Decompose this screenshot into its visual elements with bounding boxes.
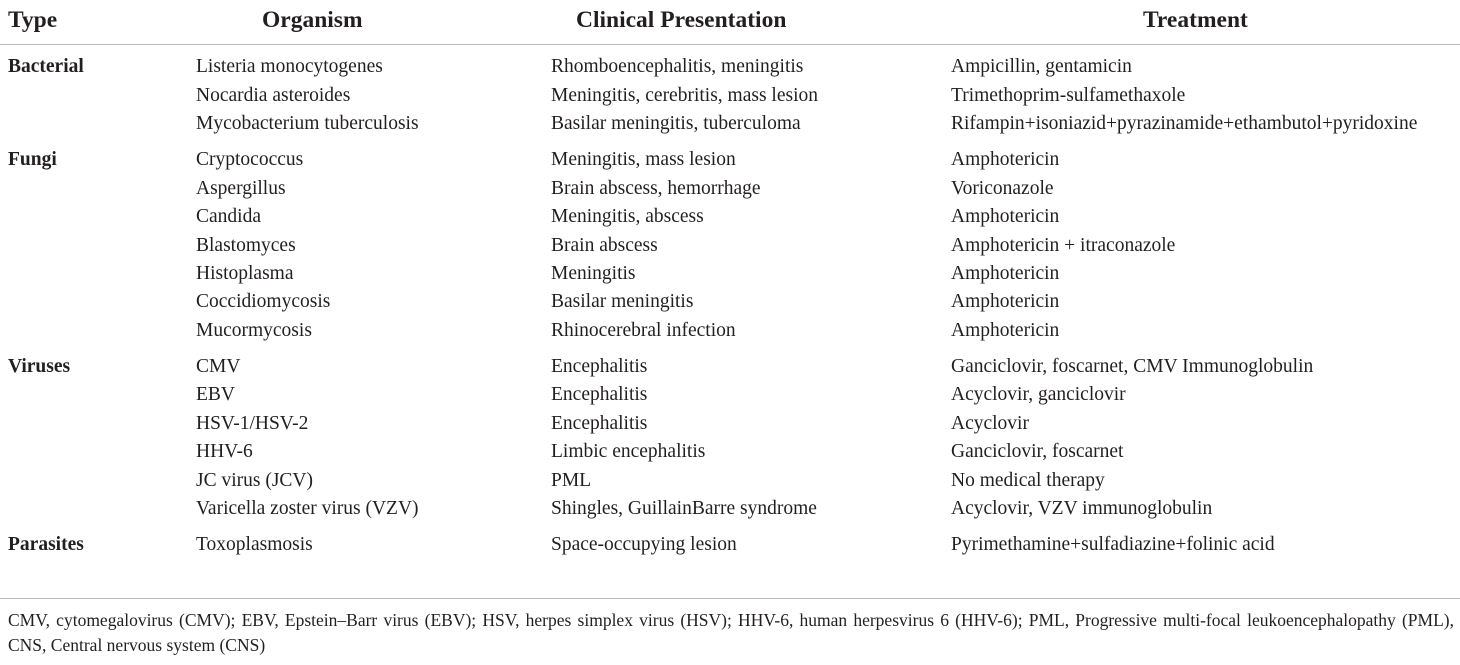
clinical-presentation-cell: Limbic encephalitis [551,441,706,463]
clinical-presentation-cell: PML [551,469,592,491]
type-cell-empty [0,495,196,523]
table-row [0,495,1460,523]
clinical-presentation-cell: Space-occupying lesion [551,534,737,556]
clinical-presentation-cell: Brain abscess, hemorrhage [551,177,761,199]
type-cell-empty [0,288,196,316]
organism-cell: Candida [196,206,261,228]
header-row [0,0,1460,45]
table-footnote: CMV, cytomegalovirus (CMV); EBV, Epstein–Barr virus (EBV); HSV, herpes simplex virus (HSV); HHV-6, human herpesvirus 6 (HHV-6); PML, Progressive multi-focal leukoencephalopathy (PML), CNS, Central nervous system (CNS) [8,610,1454,655]
clinical-presentation-cell: Encephalitis [551,356,648,378]
type-cell: Viruses [8,356,71,378]
type-cell-empty [0,81,196,109]
table-row [0,523,1460,559]
treatment-cell: Ganciclovir, foscarnet, CMV Immunoglobulin [951,356,1314,378]
organism-cell: Mucormycosis [196,319,312,341]
organism-cell: Toxoplasmosis [196,534,313,556]
treatment-cell: Acyclovir, ganciclovir [951,384,1126,406]
organism-cell: Histoplasma [196,262,294,284]
treatment-cell: Pyrimethamine+sulfadiazine+folinic acid [951,534,1275,556]
organism-cell: Blastomyces [196,234,296,256]
treatment-cell: Amphotericin [951,291,1060,313]
type-cell-empty [0,381,196,409]
table-row [0,110,1460,138]
treatment-cell: Voriconazole [951,177,1054,199]
treatment-cell: Amphotericin [951,206,1060,228]
type-cell-empty [0,110,196,138]
table-row [0,345,1460,381]
table-row [0,381,1460,409]
treatment-cell: Rifampin+isoniazid+pyrazinamide+ethambutol+pyridoxine [951,112,1418,134]
table-body [0,45,1460,560]
treatment-cell: Amphotericin [951,149,1060,171]
type-cell-empty [0,466,196,494]
header-organism: Organism [196,0,551,45]
table-row [0,81,1460,109]
clinical-presentation-cell: Brain abscess [551,234,658,256]
organism-cell: Listeria monocytogenes [196,56,383,78]
clinical-presentation-cell: Meningitis, abscess [551,206,704,228]
table-row [0,260,1460,288]
type-cell-empty [0,317,196,345]
table-row [0,138,1460,174]
organism-cell: CMV [196,356,241,378]
treatment-cell: Ganciclovir, foscarnet [951,441,1124,463]
table-row [0,175,1460,203]
type-cell: Fungi [8,149,57,171]
table-row [0,317,1460,345]
organism-cell: HSV-1/HSV-2 [196,412,309,434]
clinical-presentation-cell: Encephalitis [551,412,648,434]
treatment-cell: Acyclovir, VZV immunoglobulin [951,498,1213,520]
header-clinical-presentation: Clinical Presentation [551,0,951,45]
clinical-presentation-cell: Rhomboencephalitis, meningitis [551,56,804,78]
type-cell: Parasites [8,534,84,556]
table-row [0,45,1460,82]
clinical-presentation-cell: Shingles, GuillainBarre syndrome [551,498,817,520]
table-row [0,438,1460,466]
organism-cell: Aspergillus [196,177,286,199]
table-row [0,466,1460,494]
organism-cell: Coccidiomycosis [196,291,331,313]
clinical-presentation-cell: Meningitis [551,262,636,284]
clinical-presentation-cell: Basilar meningitis [551,291,694,313]
header-treatment: Treatment [951,0,1460,45]
header-type: Type [0,0,196,45]
table-row [0,203,1460,231]
treatment-cell: Trimethoprim-sulfamethaxole [951,84,1186,106]
clinical-presentation-cell: Meningitis, mass lesion [551,149,736,171]
treatment-cell: Acyclovir [951,412,1029,434]
organism-cell: Mycobacterium tuberculosis [196,112,419,134]
table-row [0,410,1460,438]
organism-cell: JC virus (JCV) [196,469,314,491]
type-cell-empty [0,410,196,438]
organism-cell: Varicella zoster virus (VZV) [196,498,419,520]
type-cell: Bacterial [8,56,84,78]
organism-cell: HHV-6 [196,441,253,463]
type-cell-empty [0,175,196,203]
clinical-presentation-cell: Encephalitis [551,384,648,406]
table-row [0,231,1460,259]
table-header [0,0,1460,45]
organism-cell: Nocardia asteroides [196,84,351,106]
type-cell-empty [0,231,196,259]
organism-cell: Cryptococcus [196,149,304,171]
treatment-cell: No medical therapy [951,469,1105,491]
type-cell-empty [0,260,196,288]
clinical-presentation-cell: Rhinocerebral infection [551,319,736,341]
clinical-presentation-cell: Basilar meningitis, tuberculoma [551,112,801,134]
table-row [0,288,1460,316]
table-bottom-rule [0,598,1460,599]
type-cell-empty [0,438,196,466]
treatment-cell: Amphotericin + itraconazole [951,234,1176,256]
organism-cell: EBV [196,384,235,406]
treatment-cell: Amphotericin [951,319,1060,341]
type-cell-empty [0,203,196,231]
treatment-cell: Amphotericin [951,262,1060,284]
treatment-cell: Ampicillin, gentamicin [951,56,1132,78]
clinical-presentation-cell: Meningitis, cerebritis, mass lesion [551,84,819,106]
